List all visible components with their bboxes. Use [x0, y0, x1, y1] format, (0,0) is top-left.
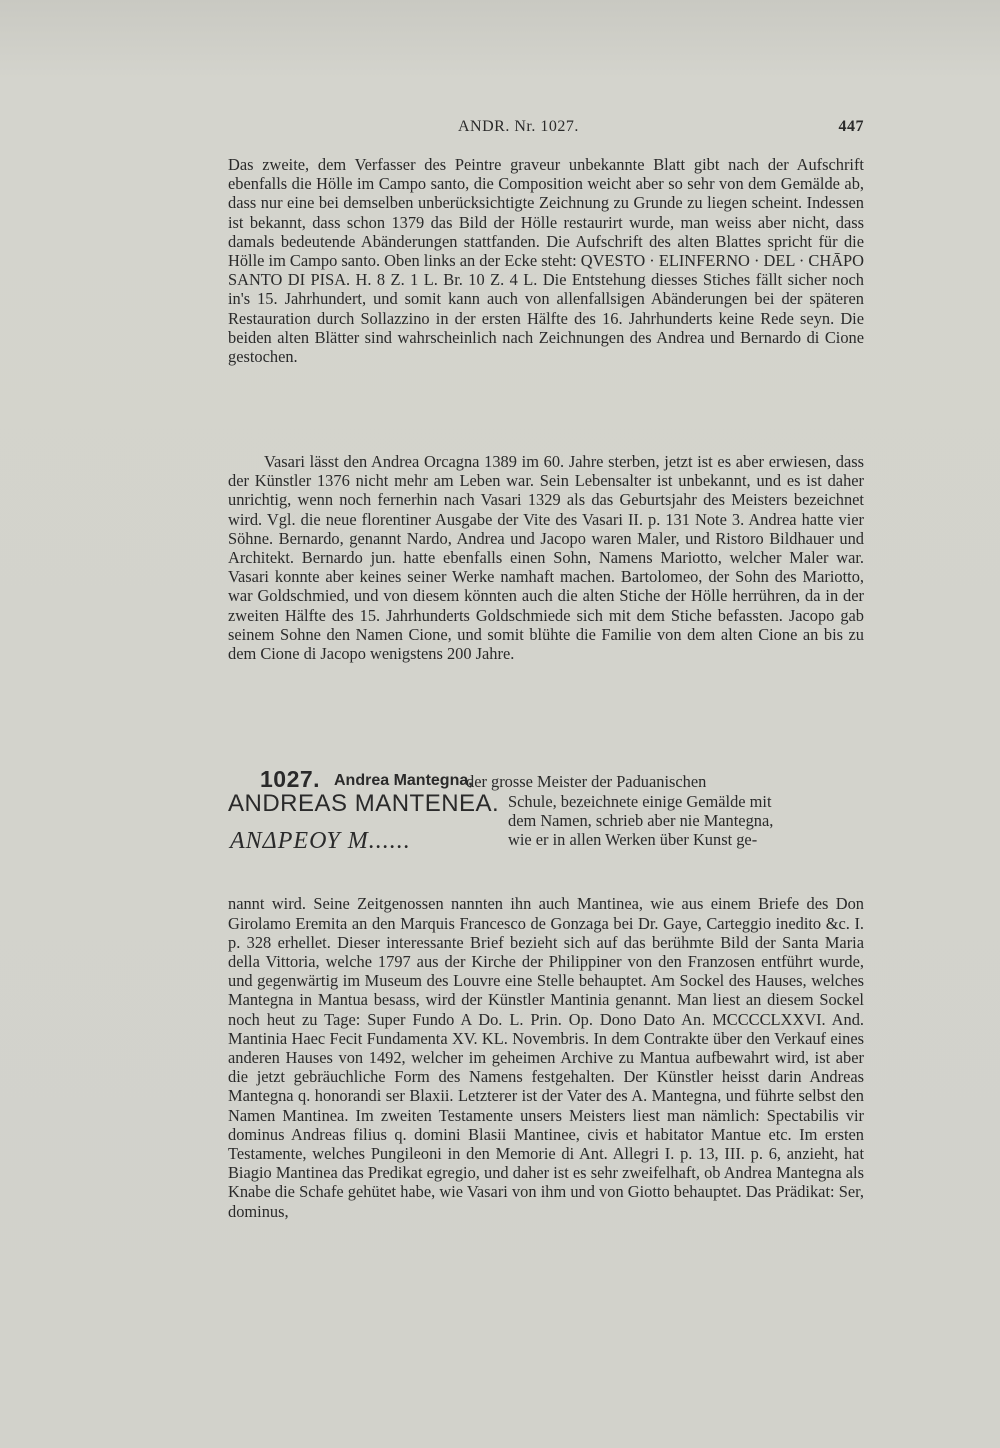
paragraph-orcagna-family: Vasari lässt den Andrea Orcagna 1389 im 60. Jahre sterben, jetzt ist es aber erwiesen, dass der Künstler 1376 nicht mehr am Leben war. Sein Lebensalter ist unbekannt, und es ist daher unrichtig, wenn noch fernerhin nach Vasari 1329 als das Geburtsjahr des Meisters bezeichnet wird. Vgl. die neue florentiner Ausgabe der Vite des Vasari II. p. 131 Note 3. Andrea hatte vier Söhne. Bernardo, genannt Nardo, Andrea und Jacopo waren Maler, und Ristoro Bildhauer und Architekt. Bernardo jun. hatte ebenfalls einen Sohn, Namens Mariotto, welcher Maler war. Vasari konnte aber keines seiner Werke namhaft machen. Bartolomeo, der Sohn des Mariotto, war Goldschmied, und von diesem könnten auch die alten Stiche der Hölle herrühren, da in der zweiten Hälfte des 15. Jahrhunderts Goldschmiede sich mit dem Stiche befassten. Jacopo gab seinem Sohne den Namen Cione, und somit blühte die Familie von dem alten Cione an bis zu dem Cione di Jacopo wenigstens 200 Jahre.	[228, 452, 864, 664]
latin-signature: ANDREAS MANTENEA.	[228, 790, 500, 817]
entry-body-text: nannt wird. Seine Zeitgenossen nannten ihn auch Mantinea, wie aus einem Briefe des Don Girolamo Eremita an den Marquis Francesco de Gonzaga bei Dr. Gaye, Carteggio inedito &c. I. p. 328 erhellet. Dieser interessante Brief bezieht sich auf das berühmte Bild der Santa Maria della Vittoria, welche 1797 aus der Kirche der Philippiner von den Franzosen entführt wurde, und gegenwärtig im Museum des Louvre eine Stelle behauptet. Am Sockel des Hauses, welches Mantegna in Mantua besass, wird der Künstler Mantinia genannt. Man liest an diesem Sockel noch heut zu Tage: Super Fundo A Do. L. Prin. Op. Dono Dato An. MCCCCLXXVI. And. Mantinia Haec Fecit Fundamenta XV. KL. Novembris. In dem Contrakte über den Verkauf eines anderen Hauses von 1492, welcher im geheimen Archive zu Mantua aufbewahrt wird, ist aber die jetzt gebräuchliche Form des Namens festgehalten. Der Künstler heisst darin Andreas Mantegna q. honorandi ser Blaxii. Letzterer ist der Vater des A. Mantegna, und führte selbst den Namen Mantinea. Im zweiten Testamente unsers Meisters liest man nämlich: Spectabilis vir dominus Andreas filius q. domini Blasii Mantinee, civis et habitator Mantue etc. Im ersten Testamente, welches Pungileoni in den Memorie di Ant. Allegri I. p. 13, III. p. 6, anzieht, hat Biagio Mantinea das Predikat egregio, und daher ist es sehr zweifelhaft, ob Andrea Mantegna als Knabe die Schafe gehütet habe, wie Vasari von ihm und von Giotto behauptet. Das Prädikat: Ser, dominus,	[228, 894, 864, 1221]
side-line: Schule, bezeichnete einige Gemälde mit	[508, 792, 772, 811]
entry-first-line: der grosse Meister der Paduanischen	[466, 772, 707, 791]
running-header	[228, 118, 864, 142]
artist-name: Andrea Mantegna,	[334, 772, 473, 789]
side-text	[508, 792, 864, 850]
page-number: 447	[838, 118, 864, 135]
running-title: ANDR. Nr. 1027.	[458, 118, 579, 135]
catalogue-entry-1027	[228, 766, 864, 1221]
entry-number: 1027.	[260, 766, 321, 792]
side-line: wie er in allen Werken über Kunst ge-	[508, 830, 758, 850]
entry-heading	[228, 766, 864, 874]
side-line: dem Namen, schrieb aber nie Mantegna,	[508, 811, 774, 831]
paragraph-hell-engraving: Das zweite, dem Verfasser des Peintre graveur unbekannte Blatt gibt nach der Aufschrift ebenfalls die Hölle im Campo santo, die Composition weicht aber so sehr von dem Gemälde ab, dass nur eine bei demselben unberücksichtigte Zeichnung zu Grunde zu liegen scheint. Indessen ist bekannt, dass schon 1379 das Bild der Hölle restaurirt wurde, man weiss aber nicht, dass damals bedeutende Abänderungen stattfanden. Die Aufschrift des alten Blattes spricht für die Hölle im Campo santo. Oben links an der Ecke steht: QVESTO · ELINFERNO · DEL · CHĀPO SANTO DI PISA. H. 8 Z. 1 L. Br. 10 Z. 4 L. Die Entstehung diesses Stiches fällt sicher noch in's 15. Jahrhundert, und somit kann auch von allenfallsigen Abänderungen bei der späteren Restauration durch Sollazzino in der ersten Hälfte des 16. Jahrhunderts keine Rede seyn. Die beiden alten Blätter sind wahrscheinlich nach Zeichnungen des Andrea und Bernardo di Cione gestochen.	[228, 155, 864, 367]
greek-signature: ΑΝΔΡΕΟΥ Μ......	[230, 828, 411, 854]
